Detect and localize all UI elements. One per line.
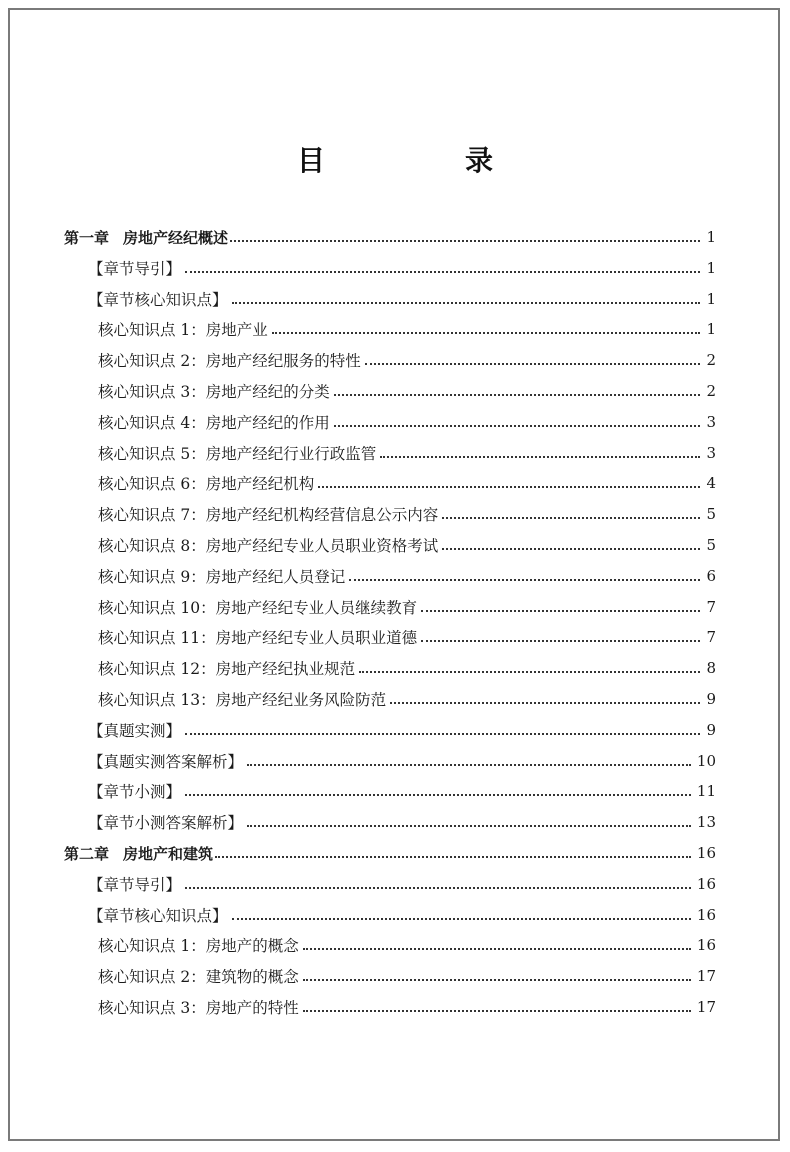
page-number: 2 bbox=[706, 351, 716, 370]
dot-leader bbox=[215, 856, 691, 858]
dot-leader bbox=[185, 733, 700, 735]
entry-title: 核心知识点 2：房地产经纪服务的特性 bbox=[98, 352, 361, 371]
entry-title: 核心知识点 3：房地产的特性 bbox=[98, 999, 299, 1017]
toc-entry-section bbox=[88, 253, 716, 283]
dot-leader bbox=[318, 486, 700, 488]
toc-entry-section bbox=[88, 807, 716, 837]
entry-title: 核心知识点 2：建筑物的概念 bbox=[98, 968, 299, 987]
page-number: 5 bbox=[706, 536, 716, 554]
toc-entry-point bbox=[98, 438, 716, 468]
entry-title: 核心知识点 9：房地产经纪人员登记 bbox=[98, 567, 346, 586]
dot-leader bbox=[365, 363, 700, 365]
toc-entry-point bbox=[98, 407, 716, 437]
dot-leader bbox=[442, 548, 700, 550]
entry-title: 核心知识点 3：房地产经纪的分类 bbox=[98, 383, 330, 401]
toc-entry-section bbox=[88, 869, 716, 899]
dot-leader bbox=[421, 640, 700, 642]
page-number: 7 bbox=[706, 597, 716, 616]
page-number: 5 bbox=[706, 505, 716, 524]
page-number: 9 bbox=[706, 720, 716, 739]
entry-title: 核心知识点 7：房地产经纪机构经营信息公示内容 bbox=[98, 506, 439, 525]
toc-entry-point bbox=[98, 992, 716, 1022]
entry-title: 核心知识点 13：房地产经纪业务风险防范 bbox=[98, 691, 387, 709]
page-number: 17 bbox=[696, 967, 716, 986]
toc-entry-section bbox=[88, 900, 716, 930]
toc-entry-chapter bbox=[64, 222, 716, 252]
page-number: 11 bbox=[696, 782, 716, 801]
toc-entry-point bbox=[98, 592, 716, 622]
dot-leader bbox=[303, 1010, 691, 1012]
dot-leader bbox=[303, 979, 691, 981]
dot-leader bbox=[303, 948, 691, 950]
page-number: 10 bbox=[696, 751, 716, 770]
page-number: 16 bbox=[696, 874, 716, 893]
entry-title: 核心知识点 4：房地产经纪的作用 bbox=[98, 413, 330, 432]
toc-entry-point bbox=[98, 622, 716, 652]
toc-entry-section bbox=[88, 715, 716, 745]
entry-title: 核心知识点 1：房地产的概念 bbox=[98, 937, 299, 956]
dot-leader bbox=[247, 825, 691, 827]
page-number: 16 bbox=[696, 936, 716, 955]
toc-entry-point bbox=[98, 468, 716, 498]
page-number: 9 bbox=[706, 690, 716, 708]
page-number: 16 bbox=[696, 905, 716, 924]
dot-leader bbox=[380, 456, 700, 458]
page-number: 1 bbox=[706, 228, 716, 246]
page-number: 4 bbox=[706, 474, 716, 493]
toc-entry-section bbox=[88, 746, 716, 776]
page-title: 目 录 bbox=[296, 144, 549, 177]
toc-entry-section bbox=[88, 776, 716, 806]
dot-leader bbox=[334, 425, 700, 427]
entry-title: 【章节导引】 bbox=[88, 875, 182, 894]
toc-entry-point bbox=[98, 561, 716, 591]
dot-leader bbox=[185, 271, 700, 273]
toc-entry-point bbox=[98, 499, 716, 529]
page-number: 3 bbox=[706, 443, 716, 462]
toc-entry-point bbox=[98, 376, 716, 406]
dot-leader bbox=[247, 764, 691, 766]
entry-title: 房地产和建筑 bbox=[123, 844, 214, 863]
toc-entry-point bbox=[98, 530, 716, 560]
entry-title: 【章节核心知识点】 bbox=[88, 290, 228, 309]
toc-entry-point bbox=[98, 961, 716, 991]
entry-title: 【章节小测】 bbox=[88, 783, 182, 802]
dot-leader bbox=[230, 240, 700, 242]
chapter-number: 第一章 bbox=[64, 228, 110, 247]
dot-leader bbox=[185, 794, 691, 796]
toc-entry-point bbox=[98, 684, 716, 714]
dot-leader bbox=[442, 517, 700, 519]
dot-leader bbox=[421, 610, 700, 612]
page-number: 13 bbox=[696, 813, 716, 832]
entry-title: 【真题实测答案解析】 bbox=[88, 752, 244, 771]
dot-leader bbox=[334, 394, 700, 396]
toc-entry-point bbox=[98, 653, 716, 683]
page-number: 3 bbox=[706, 412, 716, 431]
entry-title: 【章节导引】 bbox=[88, 259, 182, 278]
dot-leader bbox=[349, 579, 700, 581]
dot-leader bbox=[185, 887, 691, 889]
entry-title: 【真题实测】 bbox=[88, 721, 182, 740]
toc-entry-section bbox=[88, 284, 716, 314]
entry-title: 核心知识点 10：房地产经纪专业人员继续教育 bbox=[98, 598, 418, 617]
page-number: 17 bbox=[696, 998, 716, 1016]
toc-entry-point bbox=[98, 930, 716, 960]
page-number: 1 bbox=[706, 320, 716, 339]
toc-entry-point bbox=[98, 345, 716, 375]
entry-title: 房地产经纪概述 bbox=[123, 228, 229, 247]
entry-title: 【章节核心知识点】 bbox=[88, 906, 228, 925]
page-number: 16 bbox=[696, 844, 716, 862]
toc-entry-chapter bbox=[64, 838, 716, 868]
entry-title: 核心知识点 8：房地产经纪专业人员职业资格考试 bbox=[98, 537, 439, 555]
entry-title: 核心知识点 5：房地产经纪行业行政监管 bbox=[98, 444, 377, 463]
dot-leader bbox=[232, 918, 691, 920]
dot-leader bbox=[390, 702, 700, 704]
toc-entry-point bbox=[98, 314, 716, 344]
page-number: 1 bbox=[706, 289, 716, 308]
entry-title: 核心知识点 1：房地产业 bbox=[98, 321, 268, 340]
dot-leader bbox=[272, 332, 700, 334]
dot-leader bbox=[232, 302, 700, 304]
page-number: 6 bbox=[706, 566, 716, 585]
entry-title: 【章节小测答案解析】 bbox=[88, 814, 244, 833]
page-number: 1 bbox=[706, 258, 716, 277]
entry-title: 核心知识点 12：房地产经纪执业规范 bbox=[98, 660, 356, 679]
chapter-number: 第二章 bbox=[64, 844, 110, 863]
entry-title: 核心知识点 6：房地产经纪机构 bbox=[98, 475, 315, 494]
entry-title: 核心知识点 11：房地产经纪专业人员职业道德 bbox=[98, 629, 418, 648]
page-number: 8 bbox=[706, 659, 716, 678]
page-number: 7 bbox=[706, 628, 716, 647]
dot-leader bbox=[359, 671, 700, 673]
page-number: 2 bbox=[706, 382, 716, 400]
